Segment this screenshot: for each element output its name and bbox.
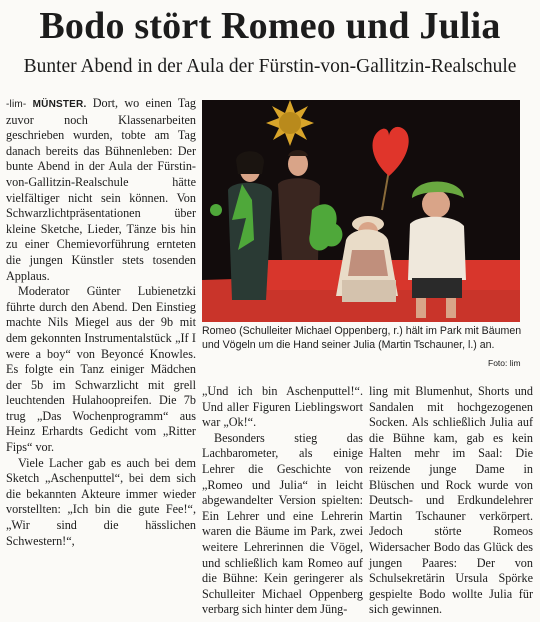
body-paragraph: Moderator Günter Lubienetzki führte durch den Abend. Den Einstieg machte Nils Miegel aus der 9b mit dem gekonnten Instrumentalstück „If I were a boy“ von Beyoncé Knowles. Es folgte ein Tanz einiger Mädchen der 5b im Schwarzlicht mit grell leuchtenden Hulahoopreifen. Die 7b trug „Das Wochenprogramm“ aus Heinz Erhardts Gedicht vom „Ritter Fips“ vor. xyxy=(6,284,196,455)
article-column-2 xyxy=(202,384,363,618)
article-photo xyxy=(202,100,520,322)
body-paragraph: ling mit Blumenhut, Shorts und Sandalen mit hochgezogenen Socken. Als schließlich Julia auf die Bühne kam, gab es kein Halten mehr im Saal: Die reizende junge Dame in Blüschen und Rock wurde von Deutsch- und Erdkundelehrer Martin Tschauner verkörpert. Jedoch störte Romeos Widersacher Bodo das Glück des jungen Paares: Der von Schulsekretärin Ursula Spörke gespielte Bodo wollte Julia für sich gewinnen. xyxy=(369,384,533,617)
article-column-1 xyxy=(6,96,196,549)
headline: Bodo stört Romeo und Julia xyxy=(39,5,501,47)
body-paragraph: Besonders stieg das Lachbarometer, als einige Lehrer die Geschichte von „Romeo und Julia“ in leicht abgewandelter Version spielten: Ein Lehrer und eine Lehrerin waren die Bäume im Park, zwei weitere Lehrerinnen die Vögel, und schließlich kam Romeo auf die Bühne: Kein geringerer als Schulleiter Michael Oppenberg verbarg sich hinter dem Jüng- xyxy=(202,430,363,617)
photo-credit: Foto: lim xyxy=(488,358,521,368)
dateline-author: -lim- xyxy=(6,99,27,110)
photo-caption: Romeo (Schulleiter Michael Oppenberg, r.) hält im Park mit Bäumen und Vögeln um die Hand seiner Julia (Martin Tschauner, l.) an. xyxy=(202,325,522,351)
lead-paragraph xyxy=(6,96,196,284)
lead-text: Dort, wo einen Tag zuvor noch Klassenarbeiten geschrieben wurden, tobte am Tag danach bereits das Bühnenleben: Der bunte Abend in der Aula der Fürstin-von-Gallitzin-Realschule hätte vielfältiger nicht sein können. Von Schwarzlichtpräsentationen über kleine Sketche, Lieder, Tänze bis hin zu einer Chemievorführung ernteten die jungen Künstler stets tosenden Applaus. xyxy=(6,96,196,283)
body-paragraph: „Und ich bin Aschenputtel!“. Und aller Figuren Lieblingswort war „Ok!“. xyxy=(202,384,363,430)
dateline xyxy=(6,99,86,110)
article-column-3 xyxy=(369,384,533,618)
subheadline: Bunter Abend in der Aula der Fürstin-von-Gallitzin-Realschule xyxy=(23,56,517,77)
dateline-place: MÜNSTER. xyxy=(32,99,87,110)
stage-photo-icon xyxy=(202,100,520,322)
body-paragraph: Viele Lacher gab es auch bei dem Sketch „Aschenputtel“, bei dem sich die bekannten Akteure immer wieder vorstellten: „Ich bin die gute Fee!“, „Wir sind die hässlichen Schwestern!“, xyxy=(6,455,196,548)
